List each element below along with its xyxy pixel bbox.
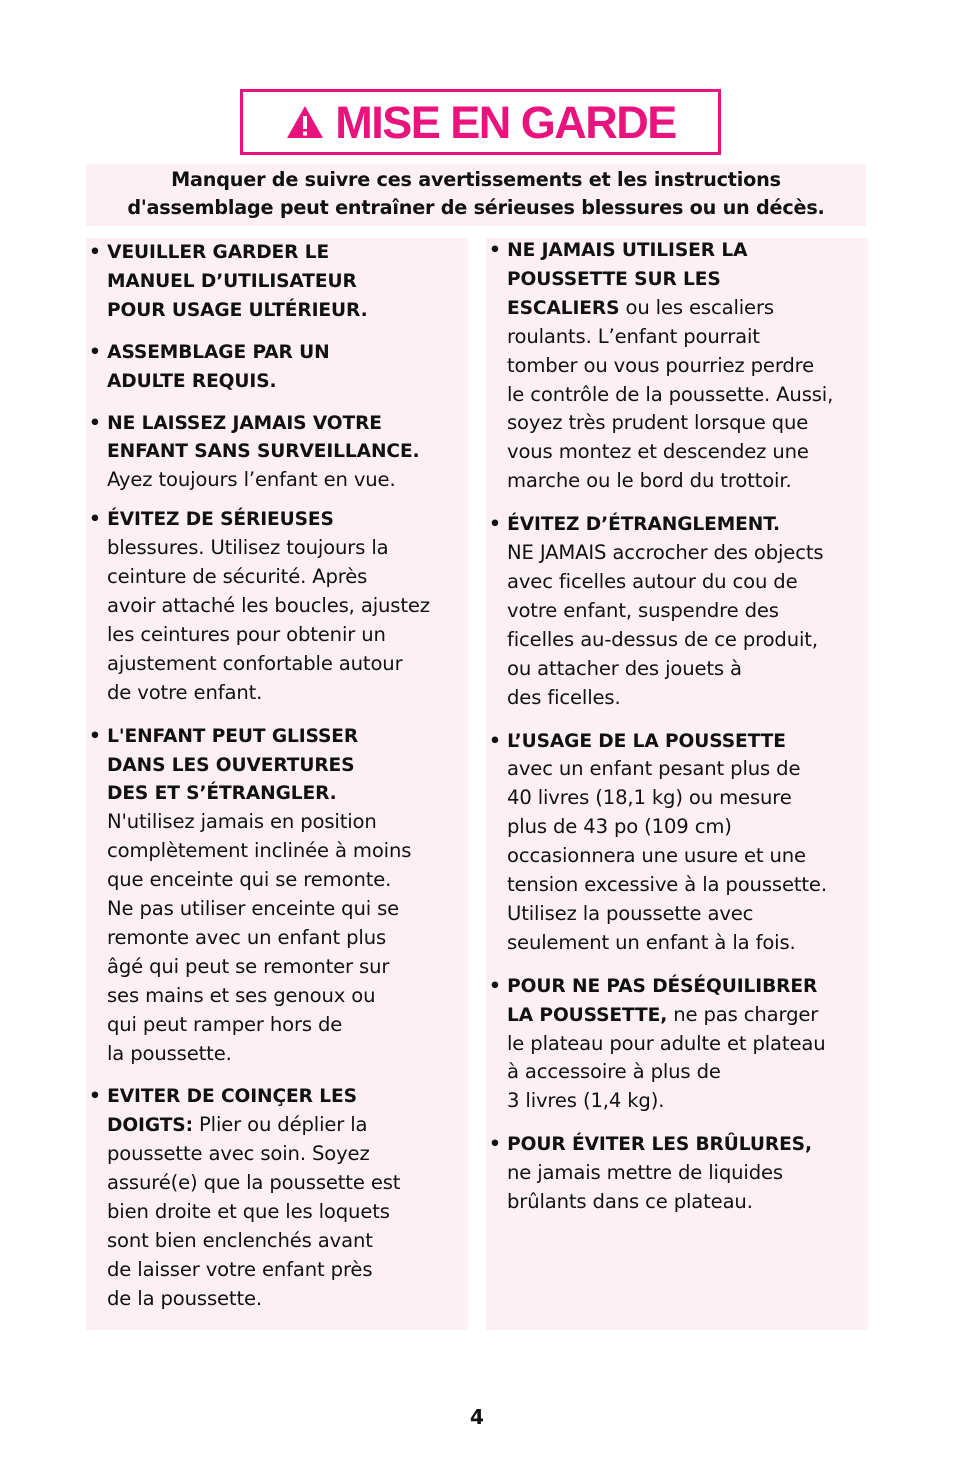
warning-line xyxy=(489,1130,864,1159)
warning-line xyxy=(89,505,464,534)
warning-item xyxy=(489,510,864,712)
warning-text: ou les escaliers xyxy=(619,295,774,319)
warning-line xyxy=(489,323,864,352)
warning-text: assuré(e) que la poussette est xyxy=(107,1171,401,1195)
warning-text: NE JAMAIS accrocher des objects xyxy=(507,541,824,565)
warning-emphasis: • ASSEMBLAGE PAR UN xyxy=(89,341,330,363)
warning-text: âgé qui peut se remonter sur xyxy=(107,954,390,978)
warning-line xyxy=(89,650,464,679)
warning-emphasis: • ÉVITEZ D’ÉTRANGLEMENT. xyxy=(489,514,780,536)
warning-text: 40 livres (18,1 kg) ou mesure xyxy=(507,786,792,810)
warning-title-box xyxy=(240,89,721,155)
warning-emphasis: MANUEL D’UTILISATEUR xyxy=(107,270,357,292)
warning-line xyxy=(489,352,864,381)
warning-text: vous montez et descendez une xyxy=(507,440,809,464)
warning-text: soyez très prudent lorsque que xyxy=(507,411,809,435)
warning-text: remonte avec un enfant plus xyxy=(107,925,387,949)
warning-line xyxy=(89,982,464,1011)
intro-warning xyxy=(86,164,866,226)
warning-line xyxy=(89,437,464,466)
warning-line xyxy=(489,972,864,1001)
warning-emphasis: • ÉVITEZ DE SÉRIEUSES xyxy=(89,509,334,531)
warning-line xyxy=(489,381,864,410)
warning-line xyxy=(489,929,864,958)
warning-text: avoir attaché les boucles, ajustez xyxy=(107,593,430,617)
warning-text: Ne pas utiliser enceinte qui se xyxy=(107,897,400,921)
warning-text: tomber ou vous pourriez perdre xyxy=(507,353,815,377)
warning-line xyxy=(89,409,464,438)
warning-text: bien droite et que les loquets xyxy=(107,1200,390,1224)
warning-line xyxy=(89,953,464,982)
warning-line xyxy=(489,1058,864,1087)
warning-line xyxy=(89,837,464,866)
warning-text: complètement inclinée à moins xyxy=(107,839,412,863)
warning-text: de la poussette. xyxy=(107,1286,262,1310)
warning-text: ou attacher des jouets à xyxy=(507,656,742,680)
warning-text: qui peut ramper hors de xyxy=(107,1012,343,1036)
warning-text: avec un enfant pesant plus de xyxy=(507,757,801,781)
warning-line xyxy=(89,1011,464,1040)
warning-line xyxy=(489,294,864,323)
warning-text: 3 livres (1,4 kg). xyxy=(507,1089,665,1113)
warning-title xyxy=(285,96,676,148)
warning-text: blessures. Utilisez toujours la xyxy=(107,536,389,560)
warning-text: occasionnera une usure et une xyxy=(507,844,806,868)
warning-line xyxy=(89,1082,464,1111)
warning-emphasis: • L'ENFANT PEUT GLISSER xyxy=(89,725,359,747)
warning-item xyxy=(489,1130,864,1217)
warning-line xyxy=(489,900,864,929)
warning-line xyxy=(89,466,464,495)
warning-line xyxy=(89,1140,464,1169)
warning-line xyxy=(89,1227,464,1256)
warning-text: ficelles au-dessus de ce produit, xyxy=(507,627,818,651)
warning-item xyxy=(489,236,864,496)
warning-line xyxy=(489,568,864,597)
warning-line xyxy=(89,338,464,367)
warning-text: roulants. L’enfant pourrait xyxy=(507,324,760,348)
warning-emphasis: • POUR NE PAS DÉSÉQUILIBRER xyxy=(489,975,818,997)
warning-text: le contrôle de la poussette. Aussi, xyxy=(507,382,834,406)
warning-line xyxy=(89,779,464,808)
warning-text: seulement un enfant à la fois. xyxy=(507,930,796,954)
warning-emphasis: POUSSETTE SUR LES xyxy=(507,268,721,290)
warning-item xyxy=(89,505,464,707)
warning-line xyxy=(489,265,864,294)
warning-emphasis: • L’USAGE DE LA POUSSETTE xyxy=(489,730,786,752)
warning-text: Plier ou déplier la xyxy=(192,1113,368,1137)
warning-text: de laisser votre enfant près xyxy=(107,1257,373,1281)
warning-text: la poussette. xyxy=(107,1041,232,1065)
warning-line xyxy=(489,1001,864,1030)
warning-line xyxy=(89,296,464,325)
warning-text: à accessoire à plus de xyxy=(507,1060,721,1084)
warning-text: de votre enfant. xyxy=(107,680,263,704)
warning-text: marche ou le bord du trottoir. xyxy=(507,469,792,493)
warning-line xyxy=(489,236,864,265)
warning-line xyxy=(489,539,864,568)
warning-text: le plateau pour adulte et plateau xyxy=(507,1031,826,1055)
warning-line xyxy=(489,684,864,713)
warning-emphasis: POUR USAGE ULTÉRIEUR. xyxy=(107,299,368,321)
warning-text: Utilisez la poussette avec xyxy=(507,901,754,925)
warning-text: N'utilisez jamais en position xyxy=(107,810,377,834)
warning-item xyxy=(89,1082,464,1313)
warning-line xyxy=(89,1198,464,1227)
warning-line xyxy=(89,621,464,650)
warning-item xyxy=(89,409,464,496)
intro-line: Manquer de suivre ces avertissements et les instructions xyxy=(171,168,781,191)
warning-line xyxy=(489,1087,864,1116)
warning-emphasis: DES ET S’ÉTRANGLER. xyxy=(107,783,337,805)
warning-line xyxy=(89,238,464,267)
warning-emphasis: • NE JAMAIS UTILISER LA xyxy=(489,240,748,261)
warning-line xyxy=(489,727,864,756)
warning-emphasis: ESCALIERS xyxy=(507,297,620,319)
warning-text: ses mains et ses genoux ou xyxy=(107,983,376,1007)
intro-line: d'assemblage peut entraîner de sérieuses blessures ou un décès. xyxy=(127,196,825,219)
warning-line xyxy=(489,871,864,900)
warning-emphasis: • NE LAISSEZ JAMAIS VOTRE xyxy=(89,412,382,434)
warning-text: Ayez toujours l’enfant en vue. xyxy=(107,468,396,492)
warning-line xyxy=(89,1256,464,1285)
warning-line xyxy=(89,679,464,708)
warning-line xyxy=(489,655,864,684)
warning-text: ne pas charger xyxy=(667,1002,819,1026)
warning-text: que enceinte qui se remonte. xyxy=(107,868,392,892)
warning-text: ajustement confortable autour xyxy=(107,651,403,675)
warning-text: tension excessive à la poussette. xyxy=(507,873,827,897)
warning-line xyxy=(489,1030,864,1059)
warning-line xyxy=(89,1285,464,1314)
warning-text: plus de 43 po (109 cm) xyxy=(507,815,732,839)
warning-line xyxy=(489,626,864,655)
warning-item xyxy=(89,238,464,325)
warning-line xyxy=(89,563,464,592)
warning-line xyxy=(489,409,864,438)
warning-item xyxy=(489,972,864,1117)
warning-emphasis: • POUR ÉVITER LES BRÛLURES, xyxy=(489,1134,812,1156)
warning-text: les ceintures pour obtenir un xyxy=(107,622,386,646)
warning-line xyxy=(89,895,464,924)
warning-line xyxy=(489,1159,864,1188)
warning-line xyxy=(489,842,864,871)
warning-line xyxy=(489,467,864,496)
warning-line xyxy=(89,722,464,751)
warning-line xyxy=(89,1169,464,1198)
warning-line xyxy=(489,438,864,467)
warning-line xyxy=(489,1188,864,1217)
warning-text: brûlants dans ce plateau. xyxy=(507,1190,753,1214)
warning-line xyxy=(89,1111,464,1140)
warning-item xyxy=(89,722,464,1069)
warning-emphasis: • VEUILLER GARDER LE xyxy=(89,242,330,263)
warning-text: sont bien enclenchés avant xyxy=(107,1229,373,1252)
warning-item xyxy=(89,338,464,396)
warning-line xyxy=(89,267,464,296)
warning-text: des ficelles. xyxy=(507,685,621,709)
warning-emphasis: DANS LES OUVERTURES xyxy=(107,754,355,776)
warning-emphasis: DOIGTS: xyxy=(107,1115,193,1137)
left-warning-column xyxy=(86,238,468,1330)
warning-item xyxy=(489,727,864,958)
warning-text: poussette avec soin. Soyez xyxy=(107,1142,370,1166)
warning-line xyxy=(489,597,864,626)
warning-emphasis: • EVITER DE COINÇER LES xyxy=(89,1086,357,1108)
warning-text: ceinture de sécurité. Après xyxy=(107,565,368,589)
warning-line xyxy=(89,592,464,621)
warning-emphasis: ENFANT SANS SURVEILLANCE. xyxy=(107,441,420,463)
page-title: MISE EN GARDE xyxy=(335,96,676,148)
warning-line xyxy=(89,751,464,780)
warning-text: votre enfant, suspendre des xyxy=(507,598,779,622)
warning-line xyxy=(89,808,464,837)
warning-line xyxy=(489,510,864,539)
warning-line xyxy=(89,1040,464,1069)
warning-triangle-icon xyxy=(285,104,325,140)
right-warning-column xyxy=(486,238,868,1330)
warning-emphasis: LA POUSSETTE, xyxy=(507,1004,668,1026)
warning-line xyxy=(89,534,464,563)
warning-line xyxy=(489,784,864,813)
warning-line xyxy=(89,367,464,396)
page-number: 4 xyxy=(470,1405,484,1429)
warning-text: avec ficelles autour du cou de xyxy=(507,569,798,593)
warning-text: ne jamais mettre de liquides xyxy=(507,1161,783,1185)
warning-line xyxy=(89,924,464,953)
warning-emphasis: ADULTE REQUIS. xyxy=(107,370,277,392)
warning-line xyxy=(489,813,864,842)
warning-line xyxy=(489,755,864,784)
warning-line xyxy=(89,866,464,895)
